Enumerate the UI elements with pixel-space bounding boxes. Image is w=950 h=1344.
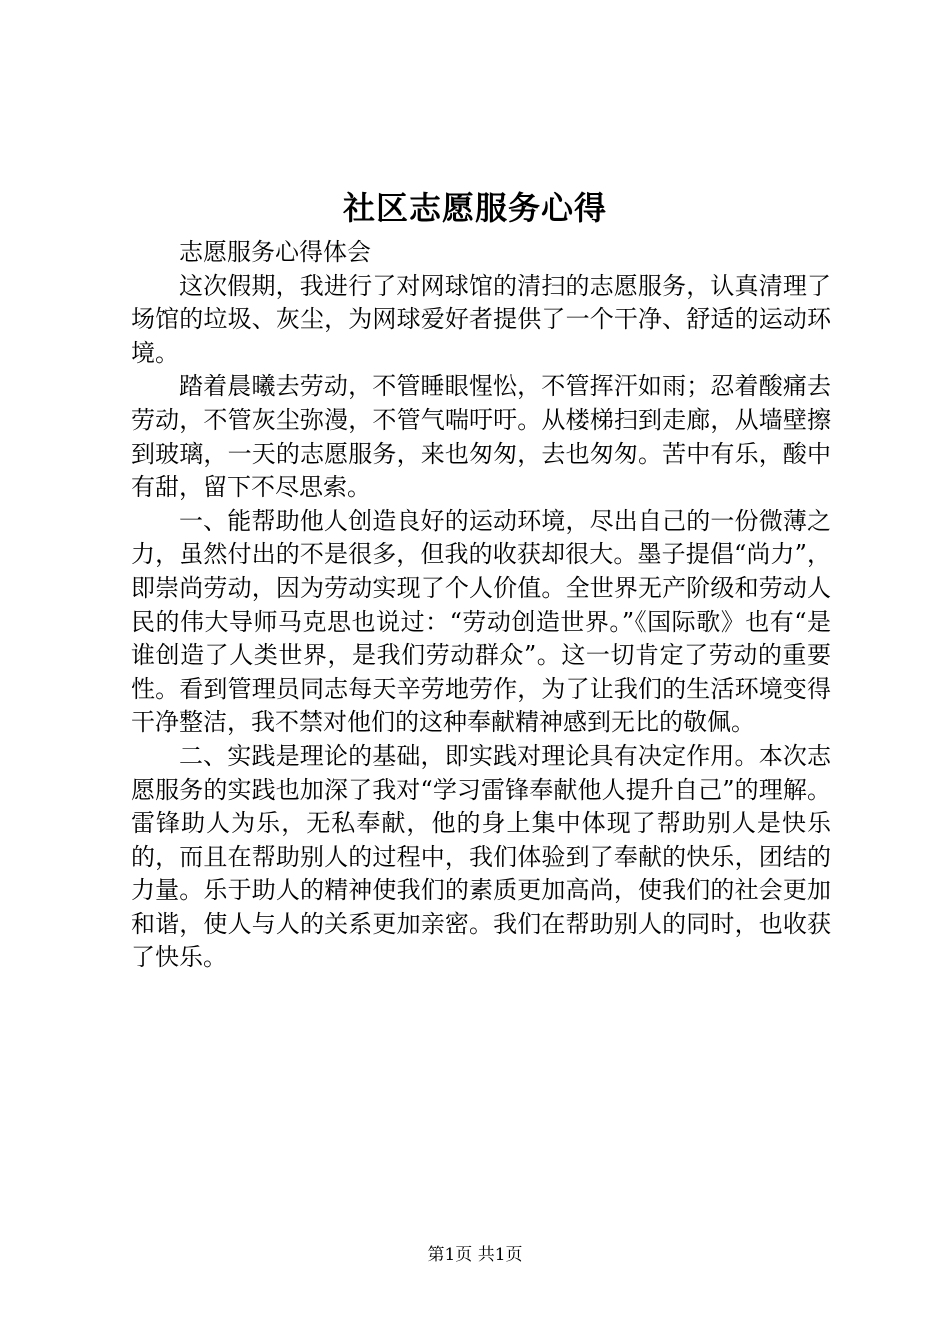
paragraph-point-two: 二、实践是理论的基础，即实践对理论具有决定作用。本次志愿服务的实践也加深了我对“学习雷锋奉献他人提升自己”的理解。雷锋助人为乐，无私奉献，他的身上集中体现了帮助别人是快乐的，而且在帮助别人的过程中，我们体验到了奉献的快乐，团结的力量。乐于助人的精神使我们的素质更加高尚，使我们的社会更加和谐，使人与人的关系更加亲密。我们在帮助别人的同时，也收获了快乐。 <box>131 741 831 972</box>
paragraph-labor: 踏着晨曦去劳动，不管睡眼惺忪，不管挥汗如雨；忍着酸痛去劳动，不管灰尘弥漫，不管气喘吁吁。从楼梯扫到走廊，从墙壁擦到玻璃，一天的志愿服务，来也匆匆，去也匆匆。苦中有乐，酸中有甜，留下不尽思索。 <box>131 372 831 502</box>
paragraph-point-one: 一、能帮助他人创造良好的运动环境，尽出自己的一份微薄之力，虽然付出的不是很多，但我的收获却很大。墨子提倡“尚力”，即崇尚劳动，因为劳动实现了个人价值。全世界无产阶级和劳动人民的伟大导师马克思也说过：“劳动创造世界。”《国际歌》也有“是谁创造了人类世界，是我们劳动群众”。这一切肯定了劳动的重要性。看到管理员同志每天辛劳地劳作，为了让我们的生活环境变得干净整洁，我不禁对他们的这种奉献精神感到无比的敬佩。 <box>131 506 831 737</box>
document-title: 社区志愿服务心得 <box>342 189 607 227</box>
paragraph-intro: 这次假期，我进行了对网球馆的清扫的志愿服务，认真清理了场馆的垃圾、灰尘，为网球爱好者提供了一个干净、舒适的运动环境。 <box>131 271 831 367</box>
subtitle-paragraph: 志愿服务心得体会 <box>179 238 371 266</box>
document-body <box>131 236 831 975</box>
page-footer: 第1页 共1页 <box>427 1245 523 1265</box>
